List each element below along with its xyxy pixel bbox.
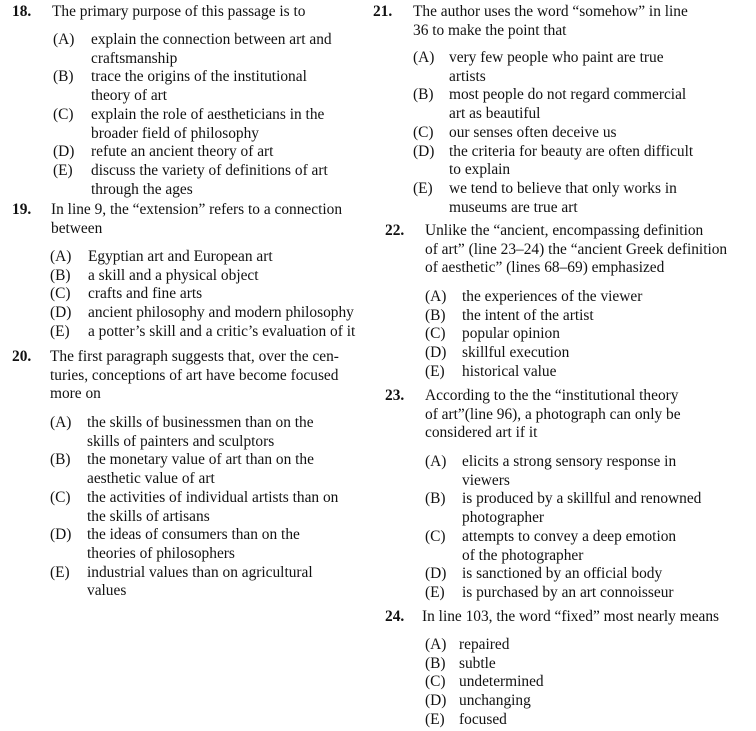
option-text: attempts to convey a deep emotion of the photographer [462, 527, 677, 564]
answer-option[interactable] [425, 655, 544, 674]
answer-option[interactable] [425, 692, 544, 711]
option-text: is purchased by an art connoisseur [462, 583, 674, 601]
option-letter: (E) [413, 179, 433, 197]
option-letter: (C) [50, 285, 71, 303]
answer-option[interactable] [413, 143, 693, 180]
answer-option[interactable] [53, 68, 332, 105]
answer-options [425, 636, 544, 730]
option-text: our senses often deceive us [449, 123, 617, 141]
answer-option[interactable] [50, 451, 338, 488]
option-letter: (E) [50, 322, 70, 340]
option-letter: (C) [425, 673, 446, 691]
option-text: the criteria for beauty are often difficult to explain [449, 142, 694, 179]
answer-option[interactable] [425, 673, 544, 692]
option-text: we tend to believe that only works in museums are true art [449, 179, 677, 216]
option-text: the monetary value of art than on the aesthetic value of art [87, 451, 314, 488]
option-letter: (C) [425, 325, 446, 343]
answer-option[interactable] [425, 565, 701, 584]
option-text: elicits a strong sensory response in viewers [462, 453, 677, 489]
option-letter: (A) [425, 636, 447, 653]
answer-option[interactable] [425, 490, 701, 527]
option-text: focused [459, 710, 507, 728]
answer-option[interactable] [413, 49, 693, 86]
question-number: 20. [12, 348, 32, 365]
option-letter: (E) [50, 563, 70, 581]
question-stem: In line 103, the word “fixed” most nearly means [422, 608, 720, 625]
option-text: undetermined [459, 673, 544, 691]
option-text: trace the origins of the institutional theory of art [91, 68, 307, 105]
answer-option[interactable] [425, 307, 642, 326]
option-text: repaired [459, 636, 510, 653]
answer-option[interactable] [413, 180, 693, 217]
option-letter: (E) [425, 583, 445, 601]
question-stem: In line 9, the “extension” refers to a connection between [51, 201, 343, 237]
option-letter: (D) [425, 344, 447, 362]
option-text: subtle [459, 654, 496, 672]
option-letter: (D) [50, 526, 72, 544]
option-text: crafts and fine arts [88, 285, 203, 303]
option-text: skillful execution [462, 344, 570, 362]
answer-option[interactable] [425, 636, 544, 655]
option-text: unchanging [459, 692, 531, 710]
answer-option[interactable] [53, 162, 332, 199]
answer-options [50, 248, 355, 342]
option-letter: (D) [53, 143, 75, 161]
option-text: the experiences of the viewer [462, 288, 643, 305]
option-text: a potter’s skill and a critic’s evaluation of it [88, 322, 356, 340]
answer-option[interactable] [50, 323, 355, 342]
option-letter: (B) [425, 490, 446, 508]
option-text: is sanctioned by an official body [462, 565, 663, 583]
question-number: 21. [373, 3, 393, 20]
option-text: industrial values than on agricultural values [87, 563, 313, 600]
answer-option[interactable] [425, 363, 642, 382]
answer-option[interactable] [50, 267, 355, 286]
option-letter: (B) [50, 266, 71, 284]
option-letter: (B) [425, 306, 446, 324]
question-number: 23. [385, 387, 405, 404]
question-number: 24. [385, 608, 405, 625]
option-text: most people do not regard commercial art as beautiful [449, 86, 687, 123]
option-letter: (A) [425, 453, 447, 470]
answer-option[interactable] [413, 86, 693, 123]
option-letter: (D) [413, 142, 435, 160]
option-text: the skills of businessmen than on the skills of painters and sculptors [87, 414, 314, 450]
question-number: 19. [12, 201, 32, 218]
answer-option[interactable] [425, 584, 701, 603]
option-letter: (C) [50, 488, 71, 506]
option-text: historical value [462, 362, 557, 380]
option-text: Egyptian art and European art [88, 248, 273, 265]
answer-option[interactable] [425, 711, 544, 730]
option-letter: (C) [413, 123, 434, 141]
option-letter: (A) [53, 31, 75, 48]
answer-options [425, 288, 642, 382]
answer-option[interactable] [50, 304, 355, 323]
question-number: 18. [12, 3, 32, 20]
option-text: is produced by a skillful and renowned photographer [462, 490, 702, 527]
answer-option[interactable] [50, 248, 355, 267]
option-text: the intent of the artist [462, 306, 594, 324]
option-letter: (B) [50, 451, 71, 469]
option-letter: (B) [425, 654, 446, 672]
answer-option[interactable] [50, 285, 355, 304]
answer-option[interactable] [425, 288, 642, 307]
answer-option[interactable] [425, 453, 701, 490]
answer-option[interactable] [53, 31, 332, 68]
option-text: very few people who paint are true artists [449, 49, 664, 85]
option-letter: (B) [53, 68, 74, 86]
answer-option[interactable] [50, 489, 338, 526]
answer-option[interactable] [425, 344, 642, 363]
answer-option[interactable] [53, 106, 332, 143]
option-letter: (D) [425, 692, 447, 710]
answer-options [53, 31, 332, 199]
option-text: discuss the variety of definitions of art through the ages [91, 161, 328, 198]
option-letter: (D) [50, 304, 72, 322]
question-number: 22. [385, 222, 405, 239]
question-stem: The primary purpose of this passage is to [52, 3, 306, 20]
option-text: explain the connection between art and craftsmanship [91, 31, 332, 67]
answer-option[interactable] [50, 564, 338, 601]
question-stem: According to the the “institutional theory of art”(line 96), a photograph can only be considered art if it [425, 387, 681, 442]
option-text: ancient philosophy and modern philosophy [88, 304, 354, 322]
answer-option[interactable] [53, 143, 332, 162]
option-letter: (D) [425, 565, 447, 583]
option-letter: (A) [50, 414, 72, 431]
answer-option[interactable] [425, 528, 701, 565]
answer-options [50, 414, 338, 601]
option-letter: (E) [425, 362, 445, 380]
answer-option[interactable] [413, 124, 693, 143]
option-letter: (C) [425, 527, 446, 545]
answer-options [425, 453, 701, 603]
answer-option[interactable] [425, 325, 642, 344]
option-letter: (C) [53, 105, 74, 123]
question-stem: The first paragraph suggests that, over the cen- turies, conceptions of art have become focused more on [50, 348, 339, 403]
answer-option[interactable] [50, 414, 338, 451]
answer-options [413, 49, 693, 217]
option-text: popular opinion [462, 325, 560, 343]
option-letter: (A) [50, 248, 72, 265]
option-text: a skill and a physical object [88, 266, 259, 284]
option-text: refute an ancient theory of art [91, 143, 274, 161]
option-text: the activities of individual artists than on the skills of artisans [87, 488, 339, 525]
answer-option[interactable] [50, 526, 338, 563]
question-stem: The author uses the word “somehow” in line 36 to make the point that [413, 3, 688, 39]
option-letter: (E) [53, 161, 73, 179]
option-letter: (A) [413, 49, 435, 66]
option-letter: (B) [413, 86, 434, 104]
option-letter: (A) [425, 288, 447, 305]
question-stem: Unlike the “ancient, encompassing definition of art” (line 23–24) the “ancient Greek definition of aesthetic” (lines 68–69) emphasized [425, 222, 728, 277]
option-text: the ideas of consumers than on the theories of philosophers [87, 526, 300, 562]
option-text: explain the role of aestheticians in the broader field of philosophy [91, 105, 325, 142]
option-letter: (E) [425, 710, 445, 728]
